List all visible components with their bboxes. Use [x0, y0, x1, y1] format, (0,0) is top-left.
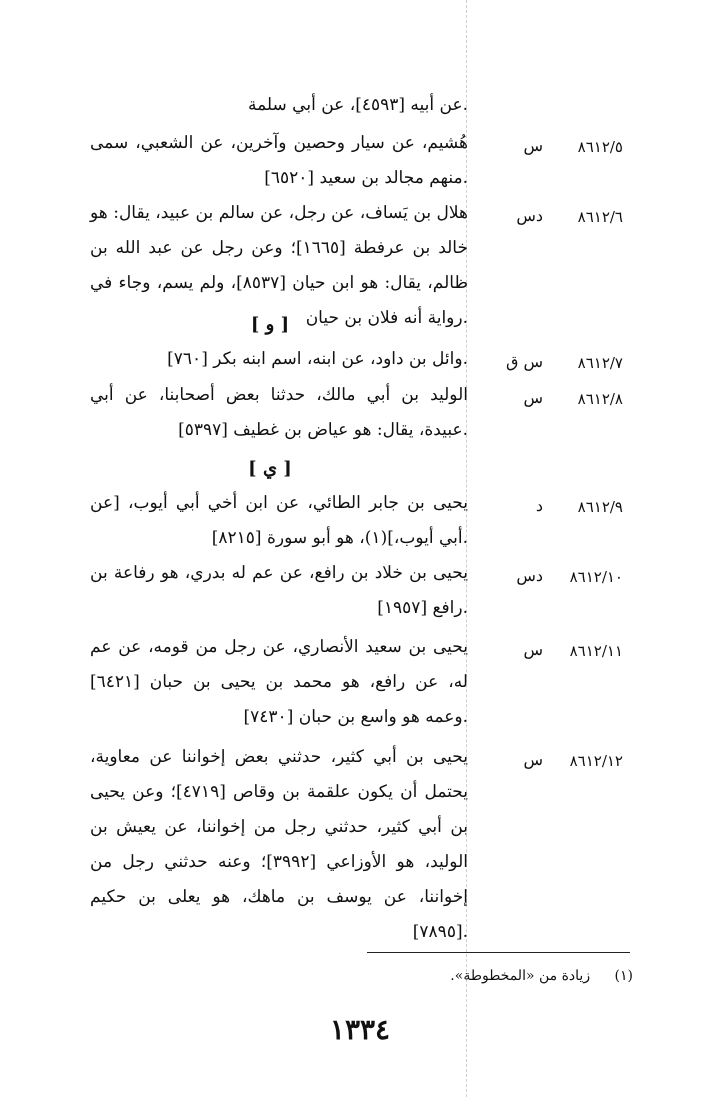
entry-code: س: [523, 136, 543, 155]
entry-code: دس: [516, 206, 543, 225]
footnote: [213, 968, 633, 984]
entry-text: عن أبيه [٤٥٩٣]، عن أبي سلمة.: [247, 95, 468, 115]
entry-number: ٨٦١٢/٧: [577, 354, 623, 372]
entry-text: يحيى بن سعيد الأنصاري، عن رجل من قومه، عن عم له، عن رافع، هو محمد بن يحيى بن حبان [٦٤٢١] وعمه هو واسع بن حبان [٧٤٣٠].: [90, 637, 468, 727]
footnote-separator: [367, 952, 630, 953]
section-heading-ya: [ ي ]: [248, 458, 292, 479]
entry-code: س: [523, 388, 543, 407]
section-heading-waw: [ و ]: [250, 314, 290, 335]
entry-number: ٨٦١٢/٥: [577, 138, 623, 156]
entry-code: س ق: [505, 352, 543, 371]
entry-code: س: [523, 640, 543, 659]
entry-number: ٨٦١٢/١٢: [569, 752, 623, 770]
entry-text: هلال بن يَساف، عن رجل، عن سالم بن عبيد، يقال: هو خالد بن عرفطة [١٦٦٥]؛ وعن رجل عن عبد الله بن ظالم، يقال: هو ابن حيان [٨٥٣٧]، ولم يسم، وجاء في رواية أنه فلان بن حيان.: [90, 203, 468, 328]
entry-text: يحيى بن أبي كثير، حدثني بعض إخواننا عن معاوية، يحتمل أن يكون علقمة بن وقاص [٤٧١٩]؛ وعن يحيى بن أبي كثير، حدثني رجل من إخواننا، عن يعيش بن الوليد، هو الأوزاعي [٣٩٩٢]؛ وعنه حدثني رجل من إخواننا، عن يوسف بن ماهك، هو يعلى بن حكيم [٧٨٩٥].: [90, 747, 468, 942]
entry-code: دس: [516, 566, 543, 585]
entry-code: د: [535, 496, 543, 515]
entry-number: ٨٦١٢/١١: [569, 642, 623, 660]
page-number: ١٣٣٤: [329, 1013, 391, 1046]
footnote-text: زيادة من «المخطوطة».: [450, 968, 591, 984]
entry-number: ٨٦١٢/٩: [577, 498, 623, 516]
entry-number: ٨٦١٢/٦: [577, 208, 623, 226]
entry-text: يحيى بن جابر الطائي، عن ابن أخي أبي أيوب، [عن أبي أيوب،](١)، هو أبو سورة [٨٢١٥].: [90, 493, 468, 548]
footnote-mark: (١): [614, 968, 633, 984]
entry-number: ٨٦١٢/٨: [577, 390, 623, 408]
entry-text: هُشيم، عن سيار وحصين وآخرين، عن الشعبي، سمى منهم مجالد بن سعيد [٦٥٢٠].: [90, 133, 468, 188]
entry-number: ٨٦١٢/١٠: [569, 568, 623, 586]
entry-text: يحيى بن خلاد بن رافع، عن عم له بدري، هو رفاعة بن رافع [١٩٥٧].: [90, 563, 468, 618]
entry-text: الوليد بن أبي مالك، حدثنا بعض أصحابنا، عن أبي عبيدة، يقال: هو عياض بن غطيف [٥٣٩٧].: [90, 385, 468, 440]
entry-code: س: [523, 750, 543, 769]
entry-text: وائل بن داود، عن ابنه، اسم ابنه بكر [٧٦٠].: [167, 349, 468, 369]
